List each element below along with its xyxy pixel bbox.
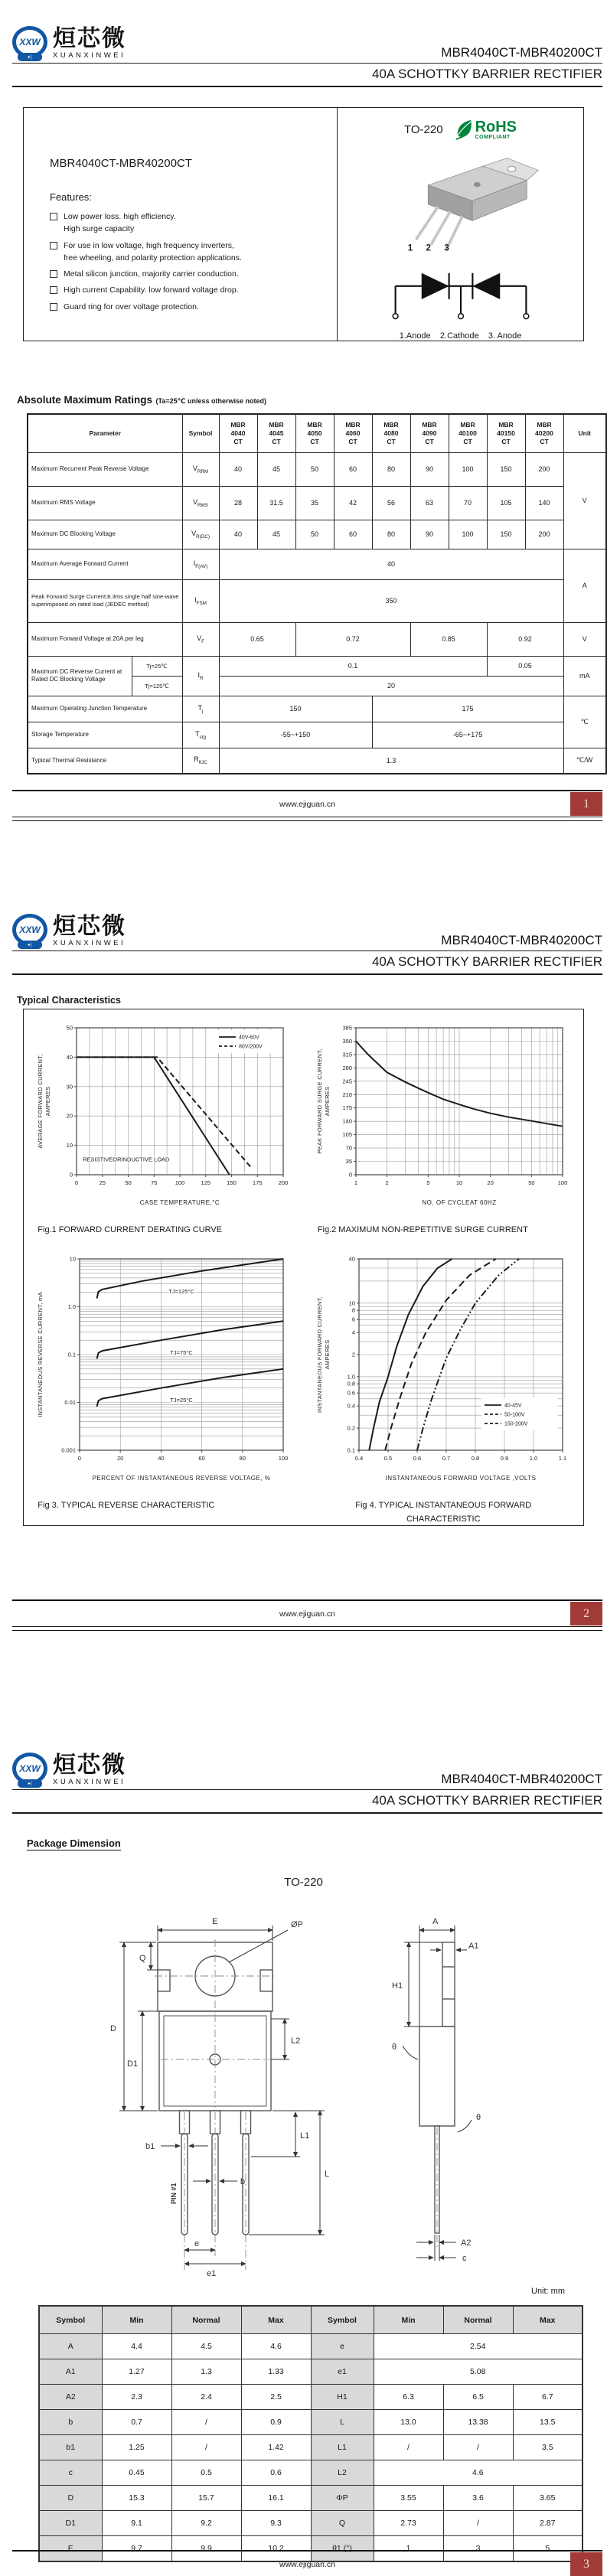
- svg-text:150-200V: 150-200V: [504, 1421, 528, 1427]
- dim-value: 13.0: [374, 2410, 443, 2435]
- svg-text:0.7: 0.7: [442, 1454, 451, 1462]
- svg-text:20: 20: [487, 1179, 494, 1186]
- dim-row: [39, 2385, 583, 2410]
- dim-value: 3.65: [513, 2486, 583, 2511]
- svg-text:1.0: 1.0: [67, 1303, 76, 1310]
- pin-caption: 1.Anode 2.Cathode 3. Anode: [399, 331, 522, 341]
- svg-text:50: 50: [528, 1179, 535, 1186]
- svg-text:0.01: 0.01: [64, 1398, 76, 1406]
- dim-value: /: [171, 2410, 241, 2435]
- svg-text:200: 200: [278, 1179, 289, 1186]
- svg-text:NO. OF CYCLEAT 60HZ: NO. OF CYCLEAT 60HZ: [422, 1199, 497, 1206]
- doc-subtitle: 40A SCHOTTKY BARRIER RECTIFIER: [371, 1793, 602, 1808]
- dim-value: 9.3: [241, 2511, 311, 2536]
- dim-symbol: A1: [39, 2359, 102, 2385]
- dim-symbol: ΦP: [311, 2486, 374, 2511]
- svg-text:175: 175: [342, 1104, 353, 1112]
- dim-row: [39, 2486, 583, 2511]
- svg-text:CASE TEMPERATURE,°C: CASE TEMPERATURE,°C: [139, 1199, 220, 1206]
- svg-text:10: 10: [66, 1142, 73, 1149]
- svg-text:4: 4: [352, 1329, 356, 1336]
- svg-text:1.0: 1.0: [530, 1454, 538, 1462]
- dim-value: 9.1: [102, 2511, 171, 2536]
- svg-text:PEAK FORWARD SURGE CURRENT,: PEAK FORWARD SURGE CURRENT,: [316, 1048, 324, 1154]
- svg-text:10: 10: [348, 1299, 356, 1306]
- diode-icon: ▸|: [18, 53, 42, 61]
- amr-header-row: [28, 414, 606, 452]
- svg-text:100: 100: [557, 1179, 568, 1186]
- dim-symbol: b: [39, 2410, 102, 2435]
- figure-caption: Fig.2 MAXIMUM NON-REPETITIVE SURGE CURRENT: [317, 1225, 528, 1234]
- checkbox-icon: [50, 270, 57, 278]
- dim-value: 4.4: [102, 2334, 171, 2359]
- dim-value: 2.4: [171, 2385, 241, 2410]
- logo-mark-icon: XXW ▸|: [12, 1753, 47, 1788]
- svg-text:0.8: 0.8: [472, 1454, 480, 1462]
- dim-symbol: D: [39, 2486, 102, 2511]
- dim-label-L2: L2: [291, 2036, 301, 2046]
- dim-value: 1.42: [241, 2435, 311, 2460]
- dim-value: 3.55: [374, 2486, 443, 2511]
- dim-value: 6.5: [443, 2385, 513, 2410]
- header-rule-thin: [12, 63, 602, 64]
- company-logo: [12, 26, 126, 61]
- svg-text:INSTANTANEOUS FORWARD CURRENT,: INSTANTANEOUS FORWARD CURRENT,: [316, 1296, 324, 1413]
- feature-item: For use in low voltage, high frequency inverters, free wheeling, and polarity protection applications.: [50, 240, 329, 265]
- svg-text:245: 245: [342, 1078, 353, 1085]
- logo-mark-icon: [12, 26, 47, 61]
- svg-text:1.1: 1.1: [559, 1454, 567, 1462]
- dim-label-D1: D1: [127, 2059, 139, 2069]
- features-title: Features:: [50, 191, 92, 203]
- dim-symbol: A2: [39, 2385, 102, 2410]
- svg-text:70: 70: [345, 1144, 353, 1152]
- dim-value: 15.7: [171, 2486, 241, 2511]
- figure-caption: Fig 3. TYPICAL REVERSE CHARACTERISTIC: [38, 1500, 215, 1510]
- svg-text:AMPERES: AMPERES: [324, 1086, 331, 1117]
- amr-heading: [17, 393, 266, 407]
- svg-text:2: 2: [385, 1179, 389, 1186]
- dim-row: [39, 2460, 583, 2486]
- svg-text:0.1: 0.1: [67, 1351, 76, 1358]
- feature-item: Low power loss. high efficiency. High surge capacity: [50, 210, 329, 236]
- dim-value: 1.27: [102, 2359, 171, 2385]
- amr-model-header: MBR 4080 CT: [372, 414, 410, 452]
- chart-fig4: [315, 1248, 572, 1488]
- svg-text:0.2: 0.2: [347, 1424, 356, 1432]
- svg-text:60: 60: [198, 1454, 205, 1462]
- dim-value: 0.9: [241, 2410, 311, 2435]
- header-rule-thick: [12, 86, 602, 87]
- svg-text:75: 75: [150, 1179, 158, 1186]
- dim-symbol: L: [311, 2410, 374, 2435]
- svg-text:RESISTIVEORINDUCTIVE LOAD: RESISTIVEORINDUCTIVE LOAD: [82, 1156, 170, 1163]
- page-header: [12, 1753, 602, 1814]
- svg-text:280: 280: [342, 1064, 353, 1071]
- svg-text:2: 2: [352, 1351, 356, 1358]
- svg-text:TJ=125°C: TJ=125°C: [168, 1287, 194, 1295]
- chart-fig1: [35, 1017, 292, 1212]
- logo-mark-icon: XXW ▸|: [12, 914, 47, 949]
- part-number-title: MBR4040CT-MBR40200CT: [441, 45, 602, 60]
- amr-model-header: MBR 40100 CT: [449, 414, 487, 452]
- dim-label-e: e: [194, 2239, 200, 2248]
- dim-value: 4.5: [171, 2334, 241, 2359]
- dim-symbol: e: [311, 2334, 374, 2359]
- product-title: MBR4040CT-MBR40200CT: [50, 157, 192, 170]
- dim-label-E: E: [212, 1917, 218, 1926]
- feature-item: High current Capability. low forward voltage drop.: [50, 284, 329, 296]
- dim-value: 6.3: [374, 2385, 443, 2410]
- rohs-compliant-text: COMPLIANT: [475, 134, 511, 140]
- dim-value: 16.1: [241, 2486, 311, 2511]
- svg-text:105: 105: [342, 1131, 353, 1139]
- svg-text:0.8: 0.8: [347, 1380, 356, 1387]
- dim-symbol: b1: [39, 2435, 102, 2460]
- svg-text:30: 30: [66, 1083, 73, 1091]
- svg-text:TJ=75°C: TJ=75°C: [170, 1348, 193, 1356]
- checkbox-icon: [50, 286, 57, 294]
- amr-row: Maximum Average Forward Current $I_{F(AV)}$ 40 A: [28, 549, 606, 579]
- svg-text:175: 175: [252, 1179, 263, 1186]
- dim-label-phiP: ØP: [291, 1920, 303, 1929]
- svg-text:0: 0: [77, 1454, 81, 1462]
- dim-symbol: L2: [311, 2460, 374, 2486]
- figure-4: [304, 1248, 584, 1527]
- page-number-badge: 1: [570, 792, 602, 816]
- svg-text:0.1: 0.1: [347, 1446, 356, 1454]
- svg-text:AVERAGE FORWARD CURRENT,: AVERAGE FORWARD CURRENT,: [36, 1054, 44, 1149]
- dim-symbol: L1: [311, 2435, 374, 2460]
- dim-label-A1: A1: [468, 1942, 479, 1951]
- figure-caption: Fig.1 FORWARD CURRENT DERATING CURVE: [38, 1225, 223, 1234]
- overview-left: [24, 108, 338, 341]
- svg-text:100: 100: [175, 1179, 185, 1186]
- amr-row: Maximum DC Blocking Voltage $V_{R(DC)}$ 40 45 50 60 80 90 100 150 200: [28, 520, 606, 549]
- dim-value: 1: [374, 2536, 443, 2562]
- page-header: [12, 26, 602, 87]
- dim-label-L: L: [325, 2170, 330, 2179]
- svg-text:0.9: 0.9: [501, 1454, 509, 1462]
- page-footer: [12, 2550, 602, 2576]
- svg-text:35: 35: [345, 1158, 353, 1165]
- dim-value: /: [374, 2435, 443, 2460]
- dim-label-c: c: [462, 2254, 467, 2263]
- amr-parameter-header: Parameter: [28, 414, 182, 452]
- dim-value: 2.87: [513, 2511, 583, 2536]
- dim-value: 6.7: [513, 2385, 583, 2410]
- figures-box: [23, 1009, 584, 1526]
- logo-letters: XXW: [19, 37, 41, 47]
- svg-text:315: 315: [342, 1051, 353, 1058]
- svg-text:50: 50: [66, 1024, 73, 1032]
- dim-value: 9.2: [171, 2511, 241, 2536]
- dim-value: 2.73: [374, 2511, 443, 2536]
- overview-right: [338, 108, 583, 341]
- svg-text:0.4: 0.4: [355, 1454, 364, 1462]
- dim-value: 4.6: [374, 2460, 583, 2486]
- svg-text:40: 40: [66, 1053, 73, 1061]
- dimension-table: [38, 2305, 583, 2562]
- rohs-logo: [455, 119, 517, 140]
- svg-text:40: 40: [157, 1454, 165, 1462]
- dim-symbol: H1: [311, 2385, 374, 2410]
- page-number-badge: 3: [570, 2552, 602, 2576]
- package-dimension-title: Package Dimension: [27, 1837, 121, 1849]
- part-number-title: MBR4040CT-MBR40200CT: [441, 933, 602, 947]
- page-number-badge: 2: [570, 1602, 602, 1625]
- svg-text:100: 100: [278, 1454, 289, 1462]
- svg-text:6: 6: [352, 1316, 356, 1323]
- dim-label-pin1: PIN #1: [170, 2183, 178, 2204]
- svg-text:0.6: 0.6: [347, 1389, 356, 1397]
- dim-row: [39, 2410, 583, 2435]
- dim-value: 0.7: [102, 2410, 171, 2435]
- dim-value: 2.5: [241, 2385, 311, 2410]
- svg-text:385: 385: [342, 1024, 353, 1032]
- company-logo: XXW ▸| 烜芯微 XUANXINWEI: [12, 914, 126, 949]
- company-logo: XXW ▸| 烜芯微 XUANXINWEI: [12, 1753, 126, 1788]
- amr-note: (Ta=25℃ unless otherwise noted): [155, 397, 266, 405]
- chart-fig2: [315, 1017, 572, 1212]
- figure-3: [24, 1248, 304, 1527]
- svg-text:40: 40: [348, 1255, 356, 1263]
- svg-text:40V-60V: 40V-60V: [238, 1035, 259, 1041]
- dim-label-b: b: [240, 2177, 246, 2186]
- typical-characteristics-title: Typical Characteristics: [17, 995, 121, 1006]
- dim-label-Q: Q: [139, 1954, 146, 1963]
- svg-text:AMPERES: AMPERES: [324, 1339, 331, 1370]
- amr-row: Maximum DC Reverse Current at Rated DC Blocking Voltage Tj=25℃ $I_R$ 0.1 0.05 mA: [28, 656, 606, 676]
- dim-value: 15.3: [102, 2486, 171, 2511]
- dim-value: 3: [443, 2536, 513, 2562]
- dim-label-H1: H1: [392, 1981, 403, 1991]
- dim-symbol: c: [39, 2460, 102, 2486]
- svg-text:20: 20: [116, 1454, 124, 1462]
- brand-cn: 烜芯微: [53, 26, 126, 51]
- svg-text:125: 125: [201, 1179, 210, 1186]
- dim-label-e1: e1: [207, 2269, 217, 2278]
- amr-model-header: MBR 40150 CT: [487, 414, 525, 452]
- feature-item: Metal silicon junction, majority carrier conduction.: [50, 268, 329, 280]
- dim-value: /: [443, 2435, 513, 2460]
- figure-1: [24, 1017, 304, 1237]
- svg-text:5: 5: [426, 1179, 430, 1186]
- checkbox-icon: [50, 213, 57, 220]
- dim-header-row: Symbol Min Normal Max Symbol Min Normal Max: [39, 2306, 583, 2334]
- svg-text:TJ=25°C: TJ=25°C: [170, 1396, 193, 1404]
- svg-text:50-100V: 50-100V: [504, 1412, 525, 1418]
- dim-value: 3.6: [443, 2486, 513, 2511]
- package-name: TO-220: [284, 1876, 323, 1889]
- svg-text:1: 1: [354, 1179, 358, 1186]
- rohs-text: RoHS: [475, 118, 517, 135]
- amr-model-header: MBR 4045 CT: [257, 414, 295, 452]
- amr-model-header: MBR 4090 CT: [410, 414, 449, 452]
- dim-label-theta: θ: [392, 2043, 397, 2052]
- dim-symbol: e1: [311, 2359, 374, 2385]
- dim-value: 0.5: [171, 2460, 241, 2486]
- amr-model-header: MBR 40200 CT: [525, 414, 563, 452]
- diode-icon: ▸|: [18, 1779, 42, 1788]
- amr-row: Typical Thermal Resistance $R_{\theta JC}$ 1.3 ℃/W: [28, 748, 606, 774]
- svg-text:150: 150: [226, 1179, 237, 1186]
- dim-label-A: A: [432, 1917, 439, 1926]
- svg-text:INSTANTANEOUS FORWARD VOLTAGE: INSTANTANEOUS FORWARD VOLTAGE ,VOLTS: [385, 1474, 537, 1482]
- checkbox-icon: [50, 242, 57, 249]
- svg-text:0.5: 0.5: [384, 1454, 393, 1462]
- dim-value: 1.33: [241, 2359, 311, 2385]
- doc-subtitle: 40A SCHOTTKY BARRIER RECTIFIER: [371, 954, 602, 969]
- svg-text:INSTANTANEOUS REVERSE CURRENT,: INSTANTANEOUS REVERSE CURRENT, mA: [36, 1291, 44, 1417]
- doc-subtitle: 40A SCHOTTKY BARRIER RECTIFIER: [371, 67, 602, 81]
- svg-text:25: 25: [99, 1179, 106, 1186]
- pin-numbers: 1 2 3: [407, 243, 455, 253]
- amr-row: Maximum RMS Voltage $V_{RMS}$ 28 31.5 35 42 56 63 70 105 140: [28, 486, 606, 520]
- dim-value: 4.6: [241, 2334, 311, 2359]
- dim-table-body: [39, 2334, 583, 2562]
- feature-item: Guard ring for over voltage protection.: [50, 301, 329, 313]
- svg-text:80V/200V: 80V/200V: [238, 1044, 263, 1050]
- dim-value: /: [171, 2435, 241, 2460]
- svg-text:0.001: 0.001: [60, 1446, 76, 1454]
- svg-text:AMPERES: AMPERES: [44, 1086, 51, 1117]
- chart-fig3: [35, 1248, 292, 1488]
- amr-unit-header: Unit: [563, 414, 606, 452]
- footer-url: www.ejiguan.cn: [279, 799, 335, 809]
- svg-text:0: 0: [349, 1171, 353, 1179]
- dim-value: 3.5: [513, 2435, 583, 2460]
- features-list: [50, 210, 329, 313]
- dim-symbol: Q: [311, 2511, 374, 2536]
- part-number-title: MBR4040CT-MBR40200CT: [441, 1772, 602, 1786]
- amr-symbol-header: Symbol: [182, 414, 219, 452]
- page-footer: [12, 1599, 602, 1631]
- dim-value: 9.9: [171, 2536, 241, 2562]
- svg-text:PERCENT OF INSTANTANEOUS REVER: PERCENT OF INSTANTANEOUS REVERSE VOLTAGE, %: [92, 1474, 271, 1482]
- dim-label-L1: L1: [300, 2131, 310, 2141]
- amr-model-header: MBR 4050 CT: [295, 414, 334, 452]
- dim-value: 1.25: [102, 2435, 171, 2460]
- svg-text:0.6: 0.6: [413, 1454, 422, 1462]
- svg-text:50: 50: [125, 1179, 132, 1186]
- svg-text:8: 8: [352, 1306, 356, 1314]
- amr-row: Maximum Recurrent Peak Reverse Voltage $V_{RRM}$ 40 45 50 60 80 90 100 150 200 V: [28, 452, 606, 486]
- dim-row: [39, 2334, 583, 2359]
- svg-text:80: 80: [239, 1454, 246, 1462]
- overview-box: [23, 107, 584, 341]
- page-header: [12, 914, 602, 975]
- dim-row: [39, 2435, 583, 2460]
- diode-symbol: [365, 259, 556, 327]
- amr-row: Storage Temperature $T_{stg}$ -55~+150 -65~+175: [28, 722, 606, 748]
- amr-row: Maximum Operating Junction Temperature $T_j$ 150 175 ℃: [28, 696, 606, 722]
- svg-text:10: 10: [456, 1179, 463, 1186]
- package-photo: [370, 143, 551, 257]
- package-drawing: [43, 1896, 563, 2283]
- page-3: [0, 1719, 607, 2576]
- dim-value: 2.3: [102, 2385, 171, 2410]
- dim-value: /: [443, 2511, 513, 2536]
- amr-model-header: MBR 4040 CT: [219, 414, 257, 452]
- svg-text:20: 20: [66, 1112, 73, 1120]
- dim-value: 5: [513, 2536, 583, 2562]
- svg-text:0: 0: [74, 1179, 78, 1186]
- page-footer: [12, 790, 602, 821]
- diode-icon: ▸|: [18, 941, 42, 949]
- figure-2: [304, 1017, 584, 1237]
- dim-label-theta: θ: [476, 2113, 481, 2122]
- svg-text:10: 10: [69, 1255, 76, 1263]
- footer-url: www.ejiguan.cn: [279, 2559, 335, 2569]
- checkbox-icon: [50, 303, 57, 311]
- dim-value: 10.2: [241, 2536, 311, 2562]
- dim-label-b1: b1: [145, 2142, 155, 2151]
- svg-text:1.0: 1.0: [347, 1373, 356, 1381]
- unit-note: Unit: mm: [531, 2287, 565, 2296]
- dim-value: 9.7: [102, 2536, 171, 2562]
- svg-text:40-45V: 40-45V: [504, 1403, 522, 1409]
- brand-en: XUANXINWEI: [53, 51, 126, 60]
- amr-row: Maximum Forward Voltage at 20A per leg $V_F$ 0.65 0.72 0.85 0.92 V: [28, 622, 606, 656]
- amr-row: Peak Forward Surge Current:8.3ms single half sine-wave superimposed on rated load (JEDEC method) $I_{FSM}$ 350: [28, 579, 606, 622]
- dim-symbol: E: [39, 2536, 102, 2562]
- svg-text:210: 210: [342, 1091, 353, 1098]
- dim-symbol: θ1 (°): [311, 2536, 374, 2562]
- dim-symbol: A: [39, 2334, 102, 2359]
- dim-value: 13.5: [513, 2410, 583, 2435]
- dim-value: 1.3: [171, 2359, 241, 2385]
- dim-value: 0.45: [102, 2460, 171, 2486]
- footer-url: www.ejiguan.cn: [279, 1609, 335, 1619]
- dim-value: 0.6: [241, 2460, 311, 2486]
- page-1: [0, 0, 607, 880]
- dim-row: [39, 2511, 583, 2536]
- dim-value: 2.54: [374, 2334, 583, 2359]
- dim-label-A2: A2: [461, 2239, 472, 2248]
- amr-row: Tj=125℃ 20: [28, 676, 606, 696]
- absolute-maximum-ratings-table: [27, 413, 607, 774]
- dim-symbol: D1: [39, 2511, 102, 2536]
- dim-value: 13.38: [443, 2410, 513, 2435]
- package-name: TO-220: [403, 122, 443, 136]
- figure-caption: Fig 4. TYPICAL INSTANTANEOUS FORWARD CHARACTERISTIC: [355, 1500, 532, 1524]
- dim-label-D: D: [110, 2024, 116, 2033]
- amr-title: Absolute Maximum Ratings: [17, 394, 153, 406]
- svg-text:350: 350: [342, 1038, 353, 1045]
- leaf-icon: [455, 119, 474, 140]
- dim-row: [39, 2359, 583, 2385]
- amr-model-header: MBR 4060 CT: [334, 414, 372, 452]
- svg-text:0.4: 0.4: [347, 1402, 356, 1410]
- page-2: [0, 880, 607, 1719]
- svg-text:0: 0: [69, 1171, 73, 1179]
- svg-text:140: 140: [342, 1117, 353, 1125]
- dim-value: 5.08: [374, 2359, 583, 2385]
